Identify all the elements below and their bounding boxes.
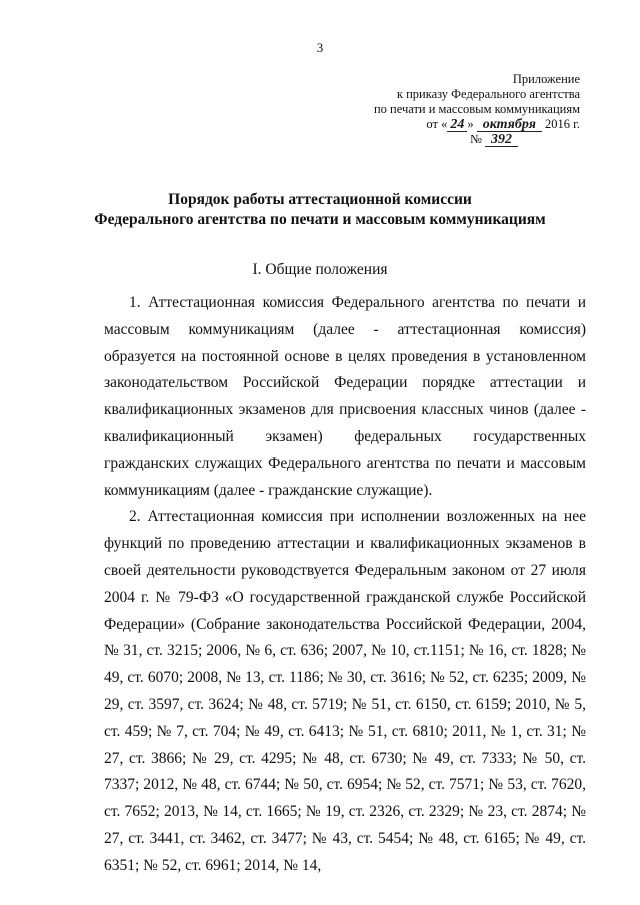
date-year: 2016 г.: [545, 117, 580, 131]
document-title: [0, 190, 640, 230]
appendix-agency: по печати и массовым коммуникациям: [373, 102, 580, 116]
title-line-1: Порядок работы аттестационной комиссии: [168, 191, 472, 208]
number-prefix: №: [469, 132, 482, 146]
paragraph-1: 1. Аттестационная комиссия Федерального агентства по печати и массовым коммуникациям (далее - аттестационная комиссия) образуется на постоянной основе в целях проведения в установленном законодательством Российской Федерации порядке аттестации и квалификационных экзаменов для присвоения классных чинов (далее - квалификационный экзамен) федеральных государственных гражданских служащих Федерального агентства по печати и массовым коммуникациям (далее - гражданские служащие).: [104, 294, 586, 499]
page-number: 3: [316, 40, 324, 55]
handwritten-month: октября: [477, 119, 542, 132]
appendix-date: [340, 117, 580, 132]
appendix-label: Приложение: [512, 72, 580, 86]
section-heading: I. Общие положения: [252, 261, 388, 278]
handwritten-number: 392: [485, 134, 518, 147]
appendix-block: [340, 72, 580, 147]
title-line-2: Федерального агентства по печати и массовым коммуникациям: [94, 211, 546, 228]
handwritten-day: 24: [447, 119, 467, 132]
paragraph-2: 2. Аттестационная комиссия при исполнении возложенных на нее функций по проведению аттестации и квалификационных экзаменов в своей деятельности руководствуется Федеральным законом от 27 июля 2004 г. № 79-ФЗ «О государственной гражданской службе Российской Федерации» (Собрание законодательства Российской Федерации, 2004, № 31, ст. 3215; 2006, № 6, ст. 636; 2007, № 10, ст.1151; № 16, ст. 1828; № 49, ст. 6070; 2008, № 13, ст. 1186; № 30, ст. 3616; № 52, ст. 6235; 2009, № 29, ст. 3597, ст. 3624; № 48, ст. 5719; № 51, ст. 6150, ст. 6159; 2010, № 5, ст. 459; № 7, ст. 704; № 49, ст. 6413; № 51, ст. 6810; 2011, № 1, ст. 31; № 27, ст. 3866; № 29, ст. 4295; № 48, ст. 6730; № 49, ст. 7333; № 50, ст. 7337; 2012, № 48, ст. 6744; № 50, ст. 6954; № 52, ст. 7571; № 53, ст. 7620, ст. 7652; 2013, № 14, ст. 1665; № 19, ст. 2326, ст. 2329; № 23, ст. 2874; № 27, ст. 3441, ст. 3462, ст. 3477; № 43, ст. 5454; № 48, ст. 6165; № 49, ст. 6351; № 52, ст. 6961; 2014, № 14,: [104, 508, 586, 874]
date-prefix: от «: [426, 117, 448, 131]
date-mid: »: [467, 117, 474, 131]
body-text: [104, 290, 586, 880]
appendix-number: [340, 132, 580, 147]
appendix-order-ref: к приказу Федерального агентства: [396, 87, 580, 101]
